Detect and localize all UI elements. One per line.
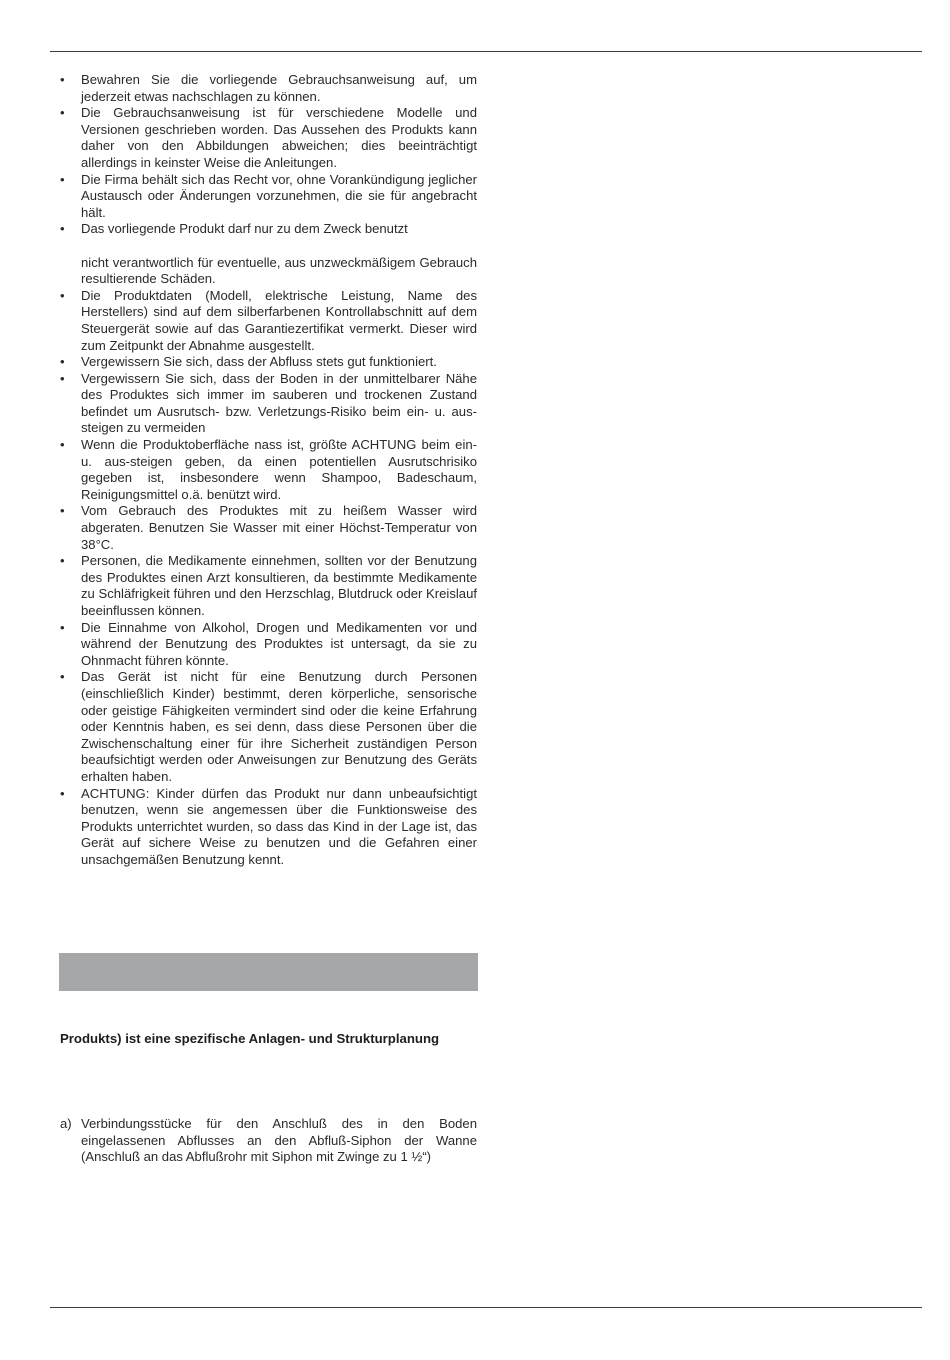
bullet-text: Vergewissern Sie sich, dass der Boden in der unmittelbarer Nähe des Produktes sich immer im sauberen und trockenen Zustand befindet um Ausrutsch- bzw. Verletzungs-Risiko beim ein- u. aus-steigen zu vermeiden <box>81 370 477 436</box>
bullet-text: Wenn die Produktoberfläche nass ist, größte ACHTUNG beim ein- u. aus-steigen geben, da einen potentiellen Ausrutschrisiko gegeben ist, insbesondere wenn Shampoo, Badeschaum, Reinigungsmittel o.ä. benützt wird. <box>81 437 477 502</box>
lettered-item-text: Verbindungsstücke für den Anschluß des in den Boden eingelassenen Abflusses an den Abfluß-Siphon der Wanne (Anschluß an das Abflußrohr mit Siphon mit Zwinge zu 1 ½“) <box>81 1116 477 1165</box>
lettered-list-item <box>60 1116 477 1166</box>
bullet-text: Personen, die Medikamente einnehmen, sollten vor der Benutzung des Produktes einen Arzt konsultieren, da bestimmte Medikamente zu Schläfrigkeit führen und den Herzschlag, Blutdruck oder Kreislauf beeinflussen können. <box>81 553 477 618</box>
bullet-text: Die Einnahme von Alkohol, Drogen und Medikamenten vor und während der Benutzung des Produktes ist untersagt, da sie zu Ohnmacht führen könnte. <box>81 619 477 668</box>
bullet-marker: • <box>60 669 65 685</box>
bullet-marker: • <box>60 72 65 87</box>
bullet-marker: • <box>60 105 65 121</box>
bullet-text: Das vorliegende Produkt darf nur zu dem Zweck benutzt <box>81 221 408 237</box>
bullet-marker: • <box>60 785 65 801</box>
bullet-marker: • <box>60 171 65 187</box>
bullet-item <box>60 354 477 371</box>
bullet-text: Vergewissern Sie sich, dass der Abfluss stets gut funktioniert. <box>81 354 437 370</box>
bold-paragraph-fragment: Produkts) ist eine spezifische Anlagen- und Strukturplanung <box>60 1031 440 1046</box>
bullet-item <box>60 553 477 619</box>
bullet-text: Das Gerät ist nicht für eine Benutzung durch Personen (einschließlich Kinder) bestimmt, deren körperliche, sensorische oder geistige Fähigkeiten vermindert sind oder die keine Erfahrung oder Kenntnis haben, es sei denn, dass diese Personen über die Zwischenschaltung einer für ihre Sicherheit zuständigen Person beaufsichtigt werden oder Anweisungen zur Benutzung des Geräts erhalten haben. <box>81 669 477 784</box>
bullet-item <box>60 371 477 437</box>
bullet-item <box>60 172 477 222</box>
section-heading-bar <box>59 953 478 991</box>
bullet-item <box>60 105 477 171</box>
bullet-marker: • <box>60 287 65 303</box>
bullet-marker: • <box>60 221 65 237</box>
bullet-item <box>60 786 477 869</box>
bullet-text: Vom Gebrauch des Produktes mit zu heißem Wasser wird abgeraten. Benutzen Sie Wasser mit einer Höchst-Temperatur von 38°C. <box>81 503 477 552</box>
bullet-item <box>60 221 477 287</box>
bullet-text: Bewahren Sie die vorliegende Gebrauchsanweisung auf, um jederzeit etwas nachschlagen zu können. <box>81 72 477 104</box>
safety-bullet-list <box>60 72 477 869</box>
bullet-item <box>60 669 477 785</box>
bullet-item <box>60 503 477 553</box>
bullet-marker: • <box>60 619 65 635</box>
bullet-text: Die Firma behält sich das Recht vor, ohne Vorankündigung jeglicher Austausch oder Änderungen vorzunehmen, die sie für angebracht hält. <box>81 171 477 220</box>
bullet-marker: • <box>60 503 65 519</box>
bullet-continuation-text: nicht verantwortlich für eventuelle, aus unzweckmäßigem Gebrauch resultierende Schäden. <box>81 254 477 287</box>
bullet-marker: • <box>60 354 65 370</box>
bullet-marker: • <box>60 437 65 453</box>
bullet-text: Die Produktdaten (Modell, elektrische Leistung, Name des Herstellers) sind auf dem silberfarbenen Kontrollabschnitt auf dem Steuergerät sowie auf das Garantiezertifikat vermerkt. Dieser wird zum Zeitpunkt der Abnahme ausgestellt. <box>81 287 477 353</box>
bullet-text: Die Gebrauchsanweisung ist für verschiedene Modelle und Versionen geschrieben worden. Das Aussehen des Produkts kann daher von den Abbildungen abweichen; dies beeinträchtigt allerdings in keinster Weise die Anleitungen. <box>81 105 477 170</box>
bullet-item <box>60 288 477 354</box>
footer-rule <box>50 1307 922 1308</box>
bullet-marker: • <box>60 370 65 386</box>
bullet-text: ACHTUNG: Kinder dürfen das Produkt nur dann unbeaufsichtigt benutzen, wenn sie angemessen über die Funktionsweise des Produkts unterrichtet wurden, so dass das Kind in der Lage ist, das Gerät auf sichere Weise zu benutzen und die Gefahren einer unsachgemäßen Benutzung kennt. <box>81 785 477 867</box>
header-rule <box>50 51 922 52</box>
list-letter-marker: a) <box>60 1116 72 1131</box>
bullet-marker: • <box>60 553 65 569</box>
bullet-item <box>60 72 477 105</box>
bullet-item <box>60 620 477 670</box>
bullet-item <box>60 437 477 503</box>
